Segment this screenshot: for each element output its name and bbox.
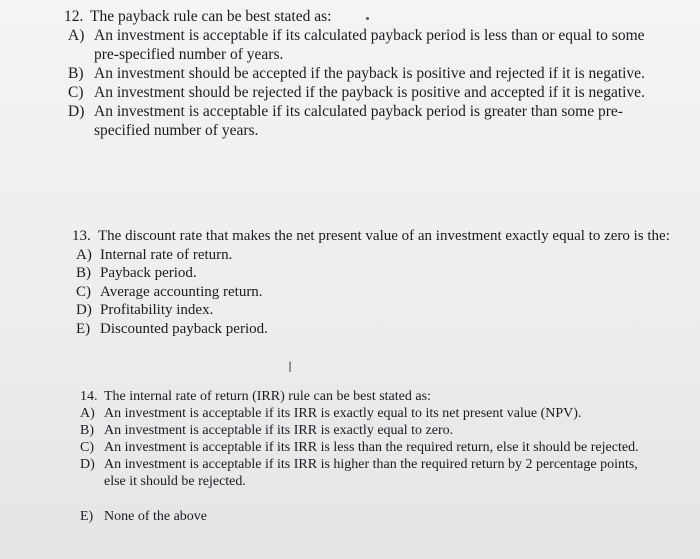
- option-text: An investment is acceptable if its IRR is exactly equal to its net present value (NPV).: [104, 406, 582, 421]
- option-letter: D): [80, 457, 95, 472]
- option-text: None of the above: [104, 509, 208, 524]
- option-b: [76, 264, 672, 283]
- option-text: Discounted payback period.: [100, 320, 268, 337]
- option-text: Payback period.: [100, 265, 197, 281]
- option-e: [76, 320, 672, 339]
- option-text: Internal rate of return.: [100, 246, 233, 263]
- option-a: [76, 246, 672, 265]
- question-13-options: [76, 246, 672, 339]
- option-letter: E): [76, 320, 91, 337]
- question-12: [64, 7, 664, 140]
- option-d: [68, 102, 664, 140]
- question-number: 13.: [72, 228, 91, 244]
- question-13-stem: [72, 227, 672, 246]
- option-letter: A): [80, 406, 95, 421]
- option-text: An investment is acceptable if its calculated payback period is less than or equal to some pre-specified number of years.: [94, 27, 645, 63]
- option-letter: D): [68, 103, 85, 120]
- option-letter: A): [68, 27, 85, 44]
- option-letter: A): [76, 246, 92, 263]
- option-letter: B): [76, 265, 91, 281]
- option-d: [76, 301, 672, 320]
- option-text: An investment is acceptable if its IRR is higher than the required return by 2 percentage points, else it should be rejected.: [104, 457, 638, 489]
- option-d: [80, 456, 640, 490]
- option-c: [68, 83, 664, 102]
- question-number: 14.: [80, 389, 98, 404]
- option-text: An investment should be accepted if the payback is positive and rejected if it is negative.: [94, 65, 645, 82]
- question-text: The internal rate of return (IRR) rule can be best stated as:: [104, 389, 431, 404]
- option-letter: C): [76, 283, 91, 300]
- option-text: An investment is acceptable if its calculated payback period is greater than some pre-specified number of years.: [94, 103, 623, 139]
- option-letter: B): [80, 423, 94, 438]
- option-c: [80, 439, 640, 456]
- option-text: Profitability index.: [100, 302, 214, 318]
- question-12-stem: [64, 7, 664, 26]
- option-text: An investment should be rejected if the payback is positive and accepted if it is negative.: [94, 84, 645, 101]
- question-14-stem: [80, 388, 640, 405]
- option-letter: B): [68, 65, 84, 82]
- option-letter: C): [80, 440, 94, 455]
- option-letter: D): [76, 302, 92, 318]
- option-e: [80, 508, 640, 525]
- question-13: [72, 227, 672, 338]
- option-a: [68, 26, 664, 64]
- option-letter: C): [68, 84, 84, 101]
- option-b: [68, 64, 664, 83]
- option-text: An investment is acceptable if its IRR is exactly equal to zero.: [104, 423, 454, 438]
- option-text: Average accounting return.: [100, 283, 263, 300]
- question-text: The discount rate that makes the net present value of an investment exactly equal to zero is the:: [98, 228, 670, 244]
- option-letter: E): [80, 509, 94, 524]
- option-b: [80, 422, 640, 439]
- question-number: 12.: [64, 8, 84, 25]
- question-text: The payback rule can be best stated as:: [90, 8, 332, 25]
- option-text: An investment is acceptable if its IRR is less than the required return, else it should be rejected.: [104, 440, 639, 455]
- question-14: [80, 388, 640, 525]
- question-14-options: [80, 405, 640, 525]
- option-c: [76, 283, 672, 302]
- text-cursor-icon: I: [288, 360, 293, 376]
- option-a: [80, 405, 640, 422]
- question-12-options: [68, 26, 664, 140]
